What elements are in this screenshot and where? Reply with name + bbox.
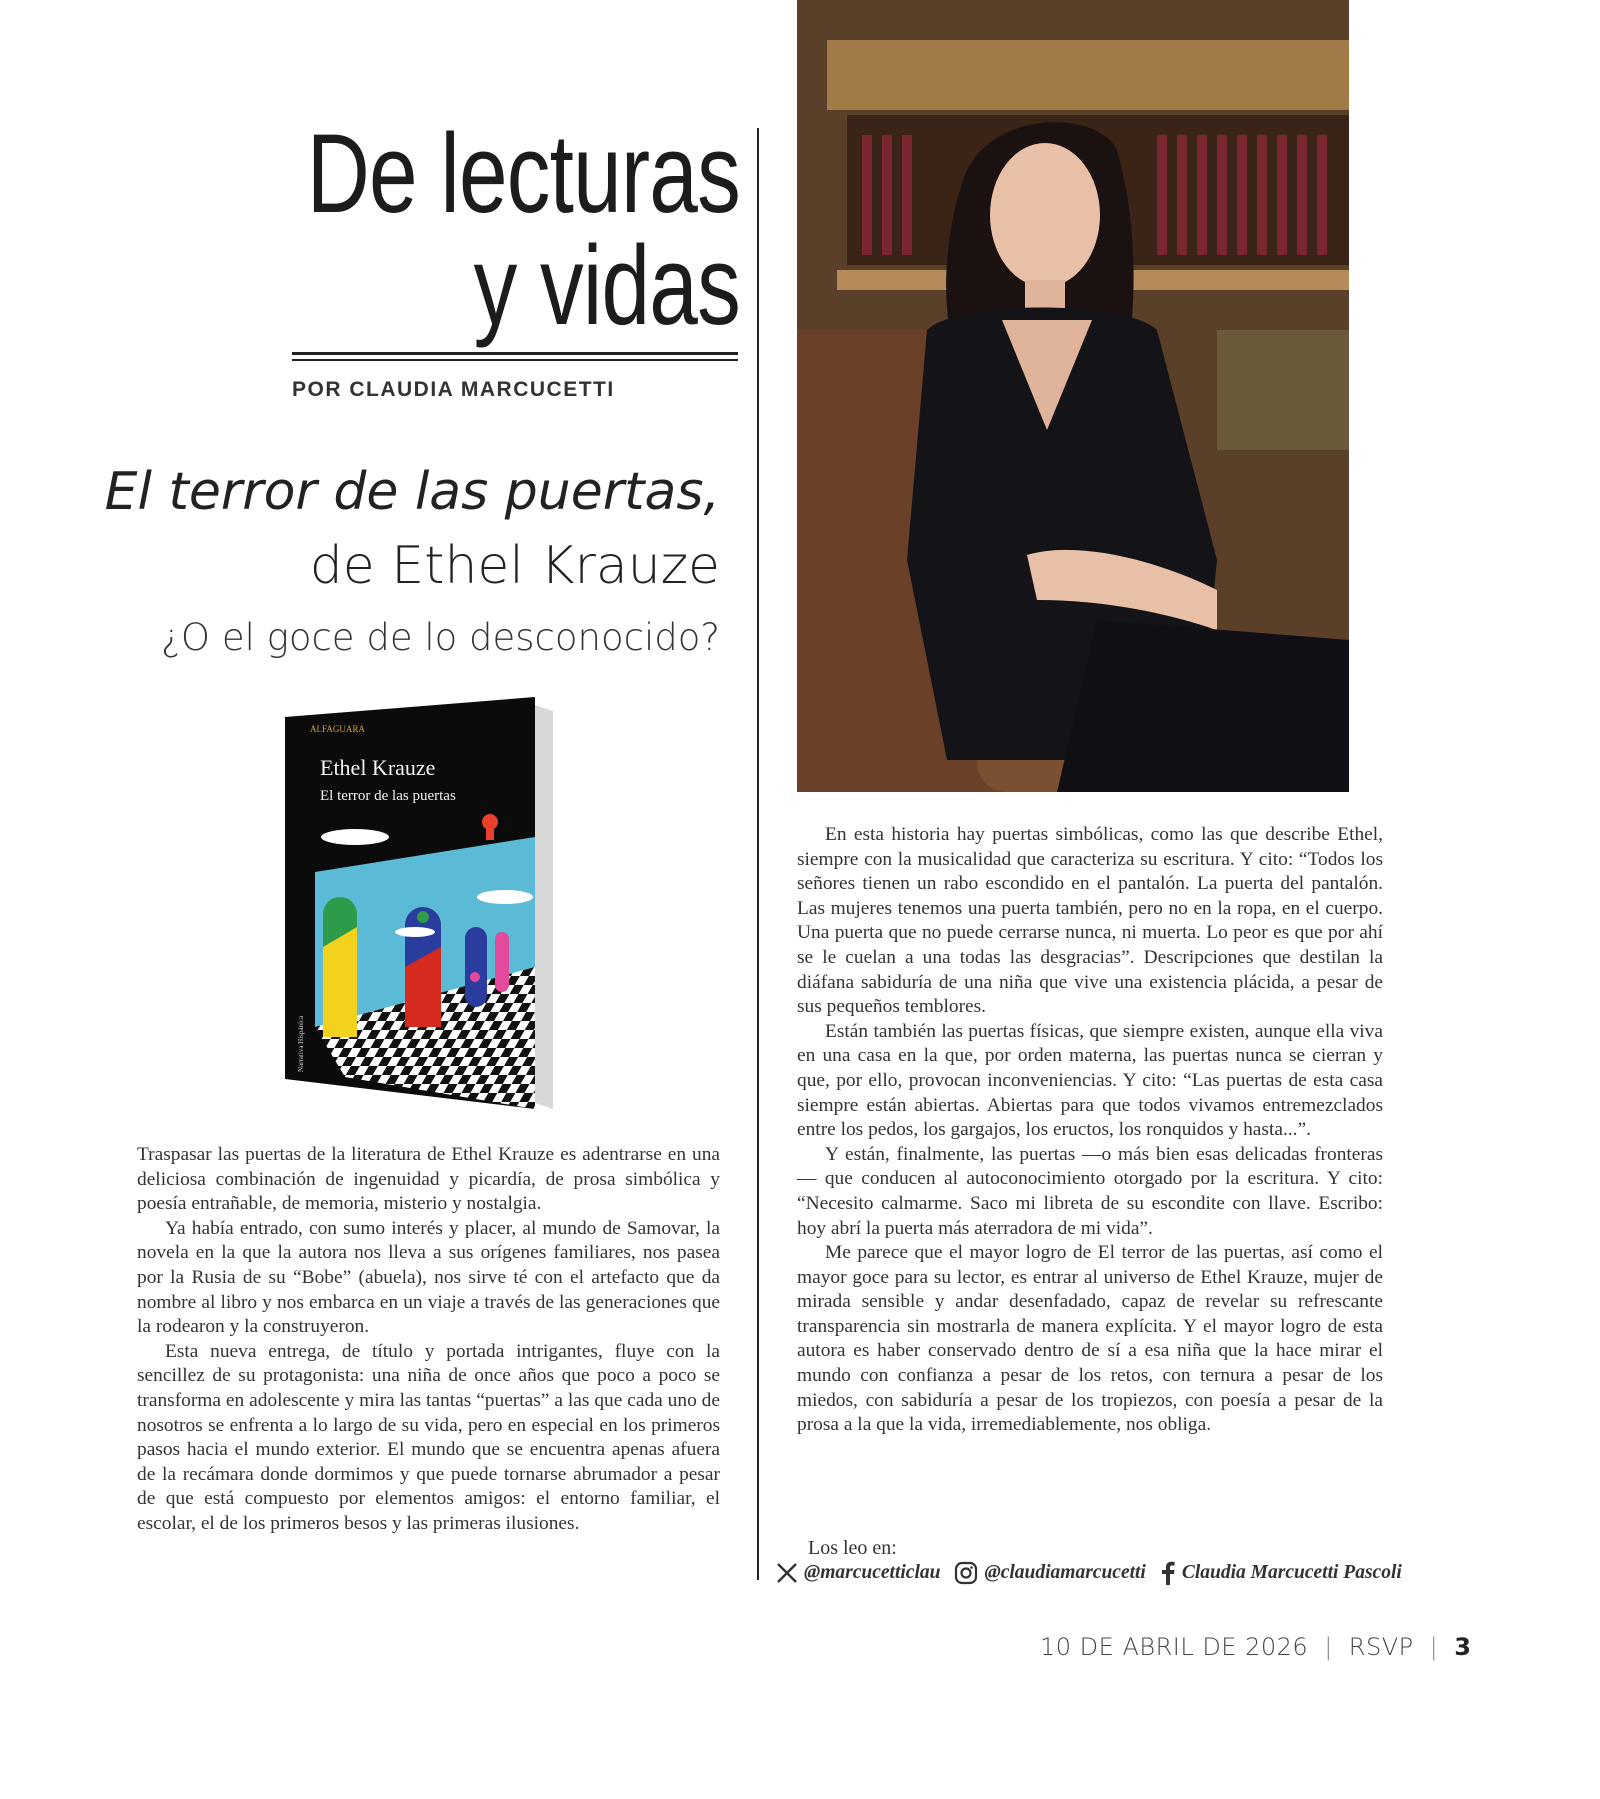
byline: POR CLAUDIA MARCUCETTI xyxy=(292,378,615,401)
facebook-name: Claudia Marcucetti Pascoli xyxy=(1181,1562,1402,1583)
paragraph: Están también las puertas físicas, que siempre existen, aunque ella viva en una casa en la que, por orden materna, las puertas nunca se cierran y que, por ello, provocan inconveniencias. Y cito: “Las puertas de esta casa siempre están abiertas. Abiertas para que todos vivamos entremezclados entre los pedos, los gargajos, los eructos, los ronquidos y hasta...”. xyxy=(797,1020,1383,1141)
x-icon xyxy=(776,1562,798,1584)
social-x[interactable] xyxy=(776,1562,940,1584)
x-handle: @marcucetticlau xyxy=(804,1562,941,1583)
footer-separator: | xyxy=(1324,1633,1333,1661)
paragraph: Traspasar las puertas de la literatura de Ethel Krauze es adentrarse en una deliciosa combinación de ingenuidad y picardía, de prosa simbólica y poesía entrañable, de memoria, misterio y nostalgia. xyxy=(137,1144,720,1215)
paragraph: Y están, finalmente, las puertas —o más bien esas delicadas fronteras— que conducen al autoconocimiento otorgado por la escritura. Y cito: “Necesito calmarme. Saco mi libreta de su escondite con llave. Escribo: hoy abrí la puerta más aterradora de mi vida”. xyxy=(797,1143,1383,1239)
social-links xyxy=(776,1561,1416,1585)
review-title xyxy=(40,455,720,603)
right-column-text xyxy=(797,823,1383,1438)
column-divider xyxy=(757,128,759,1580)
instagram-icon xyxy=(954,1561,978,1585)
paragraph: En esta historia hay puertas simbólicas, como las que describe Ethel, siempre con la musicalidad que caracteriza su escritura. Y cito: “Todos los señores tienen un rabo escondido en el pantalón. La puerta del pantalón. Las mujeres tenemos una puerta también, pero no en la ropa, en el cuerpo. Una puerta que no puede cerrarse nunca, ni muerta. Lo peor es que por ahí se le cuelan a una todas las desgracias”. Descripciones que destilan la diáfana sabiduría de una niña que vive una existencia plácida, a pesar de sus pequeños temblores. xyxy=(797,824,1383,1018)
paragraph: Me parece que el mayor logro de El terror de las puertas, así como el mayor goce para su lector, es entrar al universo de Ethel Krauze, mujer de mirada sensible y andar desenfadado, capaz de revelar su refrescante transparencia sin mostrarla de manera explícita. Y el mayor logro de esta autora es haber conservado dentro de sí a esa niña que la hace mirar el mundo con confianza a pesar de los retos, con ternura a pesar de los miedos, con sabiduría a pesar de los tropiezos, con poesía a pesar de la prosa a la que la vida, irremediablemente, nos obliga. xyxy=(797,1242,1383,1436)
book-cover xyxy=(285,697,553,1109)
left-column-text xyxy=(137,1143,720,1537)
book-publisher: ALFAGUARA xyxy=(310,724,365,734)
review-subtitle: ¿O el goce de lo desconocido? xyxy=(161,616,720,659)
footer-separator: | xyxy=(1429,1633,1439,1661)
paragraph: Esta nueva entrega, de título y portada intrigantes, fluye con la sencillez de su protagonista: una niña de once años que poco a poco se transforma en adolescente y mira las tantas “puertas” a las que cada uno de nosotros se enfrenta a lo largo de su vida, pero en especial en los primeros pasos hacia el mundo exterior. El mundo que se encuentra apenas afuera de la recámara donde dormimos y que puede tornarse abrumador a pesar de que está compuesto por elementos amigos: el entorno familiar, el escolar, el de los primeros besos y las primeras ilusiones. xyxy=(137,1340,720,1534)
page-footer xyxy=(1040,1633,1471,1661)
column-title-line2: y vidas xyxy=(473,223,740,348)
issue-date: 10 DE ABRIL DE 2026 xyxy=(1040,1633,1309,1661)
book-spine-text: Narrativa Hispánica xyxy=(297,1015,305,1072)
social-instagram[interactable] xyxy=(954,1561,1145,1585)
column-title-line1: De lecturas xyxy=(306,111,740,236)
social-facebook[interactable] xyxy=(1160,1561,1402,1585)
column-title xyxy=(303,111,740,348)
facebook-icon xyxy=(1160,1561,1176,1585)
magazine-name: RSVP xyxy=(1348,1633,1414,1661)
review-title-author: de Ethel Krauze xyxy=(309,536,720,596)
review-title-book: El terror de las puertas, xyxy=(104,462,720,522)
social-label: Los leo en: xyxy=(808,1537,897,1559)
instagram-handle: @claudiamarcucetti xyxy=(984,1562,1146,1583)
book-author: Ethel Krauze xyxy=(320,755,436,780)
page-number: 3 xyxy=(1454,1633,1472,1661)
book-title: El terror de las puertas xyxy=(320,788,456,804)
title-rule xyxy=(292,352,738,361)
author-photo xyxy=(797,0,1349,792)
paragraph: Ya había entrado, con sumo interés y placer, al mundo de Samovar, la novela en la que la autora nos lleva a sus orígenes familiares, nos pasea por la Rusia de su “Bobe” (abuela), nos sirve té con el artefacto que da nombre al libro y nos embarca en un viaje a través de las generaciones que la rodearon y la construyeron. xyxy=(137,1217,720,1338)
